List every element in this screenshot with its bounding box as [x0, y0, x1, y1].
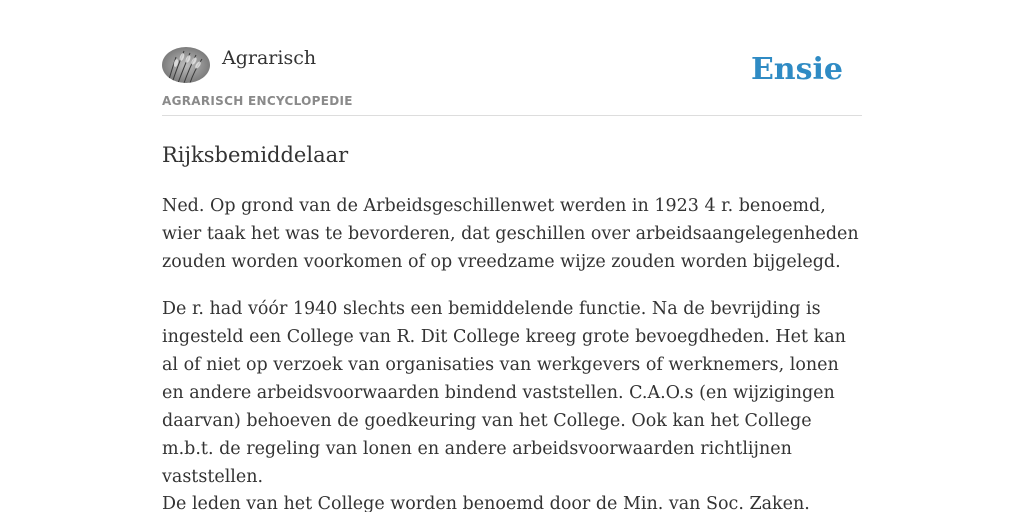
source-name[interactable]: Agrarisch: [222, 47, 317, 69]
article-paragraph: De r. had vóór 1940 slechts een bemiddelende functie. Na de bevrijding is ingesteld een College van R. Dit College kreeg grote bevoegdheden. Het kan al of niet op verzoek van organisaties van werkgevers of werknemers, lonen en andere arbeidsvoorwaarden bindend vaststellen. C.A.O.s (en wijzigingen daarvan) behoeven de goedkeuring van het College. Ook kan het College m.b.t. de regeling van lonen en andere arbeidsvoorwaarden richtlijnen vaststellen.: [162, 299, 846, 487]
wheat-icon[interactable]: [162, 47, 210, 83]
brand-logo[interactable]: Ensie: [750, 52, 843, 87]
article-paragraph: De leden van het College worden benoemd door de Min. van Soc. Zaken.: [162, 494, 810, 512]
article-title: Rijksbemiddelaar: [162, 143, 349, 167]
header: [162, 45, 862, 116]
source-subtitle[interactable]: AGRARISCH ENCYCLOPEDIE: [162, 94, 353, 108]
article-paragraph: Ned. Op grond van de Arbeidsgeschillenwet werden in 1923 4 r. benoemd, wier taak het was te bevorderen, dat geschillen over arbeidsaangelegenheden zouden worden voorkomen of op vreedzame wijze zouden worden bijgelegd.: [162, 196, 859, 272]
